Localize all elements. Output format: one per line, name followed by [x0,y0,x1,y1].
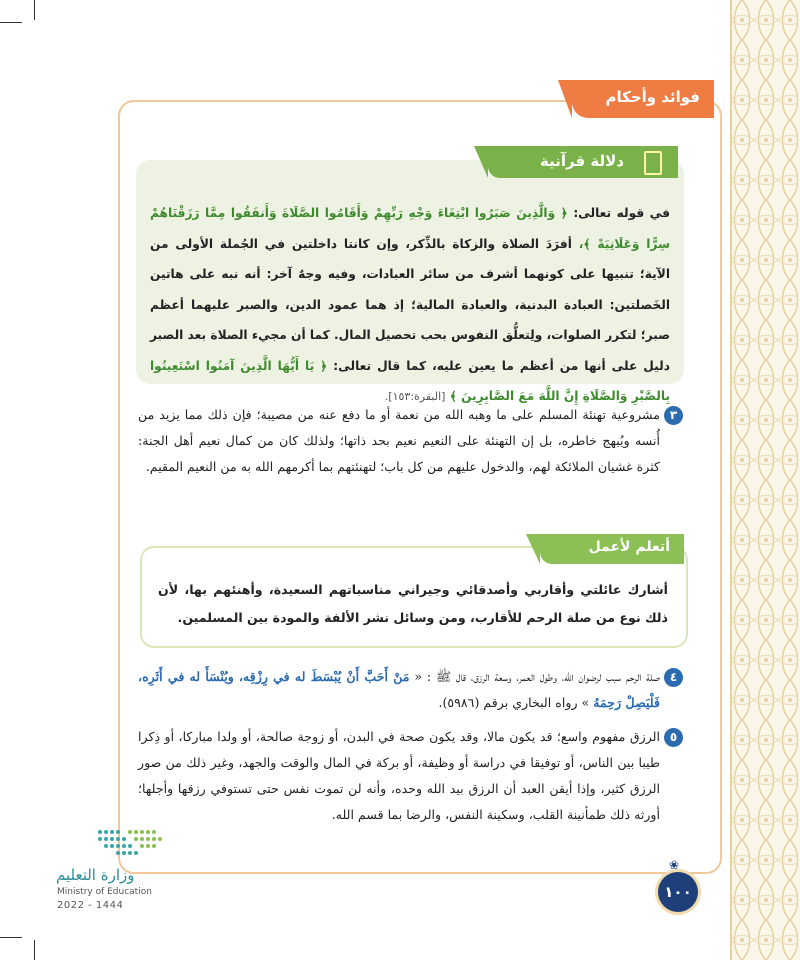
quran-explanation: أفرَدَ الصلاة والزكاة بالذِّكر، وإن كانتا داخلتين في الجُملة الأولى من الآية؛ تنبيها على كونهما أشرف من سائر العبادات، وفيه وجهٌ آخر: أنه نبه على هاتين الخَصلتين: العبادة البدنية، والعبادة المالية؛ إذ هما عمود الدين، والصبر عليهما أعظم صبر؛ لتكرر الصلوات، ولِتعلُّق النفوس بحب تحصيل المال. كما أن مجيء الصلاة بعد الصبر دليل على أنها من أعظم ما يعين عليه، كما قال تعالى: [150,236,670,373]
page-number-ornament-icon: ❀ [669,858,680,872]
point-3-text: مشروعية تهنئة المسلم على ما وهبه الله من نعمة أو ما دفع عنه من مصيبة؛ فإن ذلك مما يزيد من أُنسه ويُبهج خاطره، بل إن التهنئة على النعيم نعيم بحد ذاتها؛ ولذلك كان من كمال نعيم أهل الجنة: كثرة غشيان الملائكة لهم، والدخول عليهم من كل باب؛ لتهنئتهم بما أكرمهم الله به من النعيم المقيم. [138,407,660,474]
crop-mark [34,940,35,960]
hadith-text: مَنْ أَحَبَّ أَنْ يُبْسَطَ له في رِزْقِه، ويُنْسَأَ له في أَثَرِه، فَلْيَصِلْ رَحِمَهُ [138,669,660,710]
point-5-text: الرزق مفهوم واسع؛ قد يكون مالا، وقد يكون صحة في البدن، أو زوجة صالحة، أو ولدا مباركا، أو ذِكرا طيبا بين الناس، أو توفيقا في دراسة أو وظيفة، أو بركة في المال والوقت والجهد، وغير ذلك من صور الرزق كثير، وإذا أيقن العبد أن الرزق بيد الله وحده، وأنه لن تموت نفس حتى تستوفي رزقها وأجلها؛ أورثه ذلك طمأنينة القلب، وسكينة النفس، والرضا بما قسم الله. [138,729,660,822]
ayah-2: ﴿ يَا أَيُّهَا الَّذِينَ آمَنُوا اسْتَعِينُوا بِالصَّبْرِ وَالصَّلَاةِ إِنَّ اللَّهَ مَعَ الصَّابِرِينَ ﴾ [150,358,670,403]
learn-to-act-title: أتعلم لأعمل [588,539,670,555]
point-number-5: ٥ [664,728,683,747]
ministry-name-arabic: وزارة التعليم [56,866,135,884]
quran-evidence-text [150,198,670,413]
ayah-1: ﴿ وَالَّذِينَ صَبَرُوا ابْتِغَاءَ وَجْهِ رَبِّهِمْ وَأَقَامُوا الصَّلَاةَ وَأَنفَقُوا مِمَّا رَزَقْنَاهُمْ سِرًّا وَعَلَانِيَةً ﴾، [150,206,670,251]
point-4-intro: صلة الرحم سبب لرضوان الله، وطول العمر، وسعة الرزق، قال ﷺ : « [414,669,660,684]
crop-mark [0,22,22,23]
point-number-3: ٣ [664,406,683,425]
learn-to-act-text: أشارك عائلتي وأقاربي وأصدقائي وجيراني مناسباتهم السعيدة، وأهنئهم بها، لأن ذلك نوع من صلة الرحم للأقارب، ومن وسائل نشر الألفة والمودة بين المسلمين. [158,582,668,625]
ministry-year: 2022 - 1444 [57,900,124,911]
quran-lead: في قوله تعالى: [573,206,670,220]
point-number-4: ٤ [664,668,683,687]
hadith-source: » رواه البخاري برقم (٥٩٨٦). [438,695,590,710]
point-4-text [138,664,660,716]
crop-mark [0,937,22,938]
book-icon [644,151,662,175]
ayah-reference: [البقرة:١٥٣]. [384,390,446,403]
ministry-logo-mark [96,826,166,860]
learn-to-act-tag [540,534,684,564]
section-title: فوائد وأحكام [605,88,700,106]
quran-evidence-title: دلالة قرآنية [540,152,624,170]
page-number: ١٠٠ [658,872,698,912]
crop-mark [34,0,35,20]
ministry-name-english: Ministry of Education [57,887,152,897]
quran-evidence-tag [488,146,678,178]
ornament-border [730,0,800,960]
section-header-tab [572,80,714,118]
